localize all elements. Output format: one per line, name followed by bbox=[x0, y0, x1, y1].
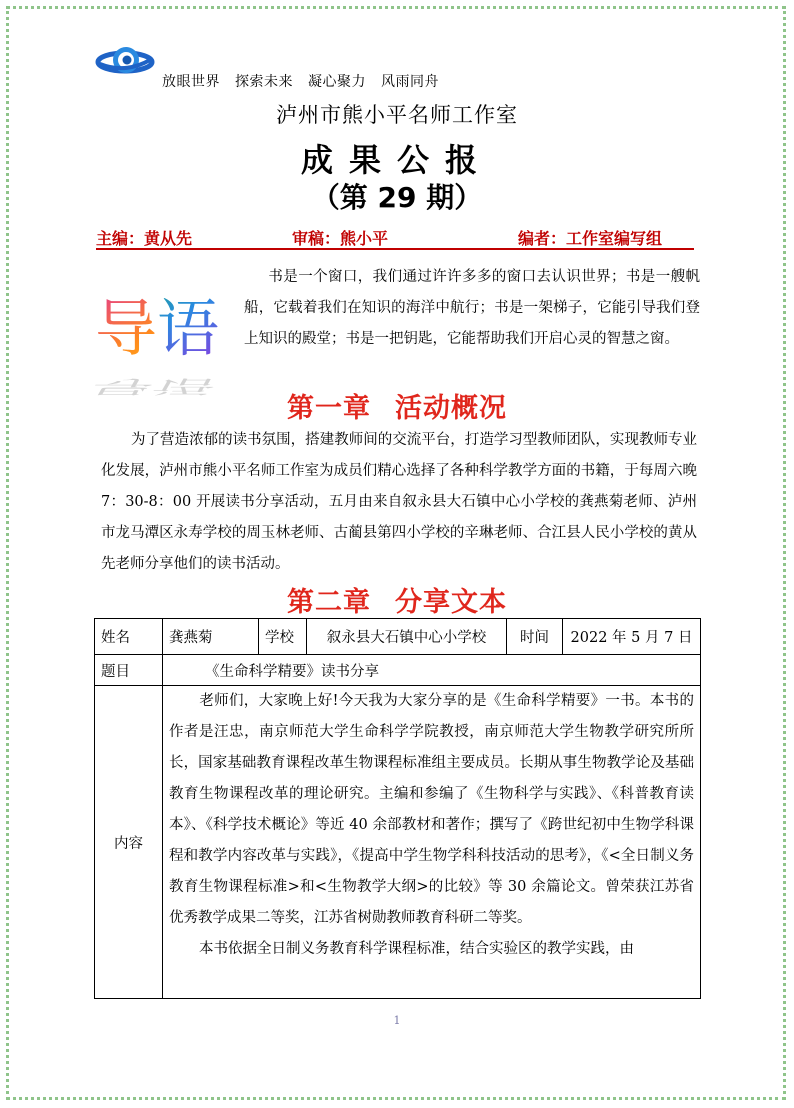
compiler: 编者：工作室编写组 bbox=[518, 229, 663, 248]
content-value bbox=[163, 686, 701, 999]
school-value: 叙永县大石镇中心小学校 bbox=[307, 619, 507, 655]
motto bbox=[162, 71, 454, 91]
chapter2-name: 分享文本 bbox=[395, 587, 507, 618]
chapter1-heading bbox=[0, 386, 794, 425]
issue-number: （第 29 期） bbox=[311, 181, 483, 214]
chapter2-number: 第二章 bbox=[287, 587, 371, 618]
content-paragraph: 本书依据全日制义务教育科学课程标准，结合实验区的教学实践，由 bbox=[199, 941, 634, 957]
table-row bbox=[95, 655, 701, 686]
motto-item: 风雨同舟 bbox=[381, 74, 439, 90]
chapter1-text bbox=[101, 425, 697, 580]
motto-item: 放眼世界 bbox=[162, 74, 220, 90]
content-paragraph: 老师们，大家晚上好!今天我为大家分享的是《生命科学精要》一书。本书的作者是汪忠，南京师范大学生命科学学院教授，南京师范大学生物教学研究所所长，国家基础教育课程改革生物课程标准组主要成员。长期从事生物教学论及基础教育生物课程改革的理论研究。主编和参编了《生物科学与实践》、《科普教育读本》、《科学技术概论》等近 40 余部教材和著作；撰写了《跨世纪初中生物学科课程和教学内容改革与实践》，《提高中学生物学科科技活动的思考》，《<全日制义务教育生物课程标准>和<生物教学大纲>的比较》等 30 余篇论文。曾荣获江苏省优秀教学成果二等奖，江苏省树勋教师教育科研二等奖。 bbox=[169, 693, 694, 926]
table-row bbox=[95, 619, 701, 655]
topic-label: 题目 bbox=[95, 655, 163, 686]
school-label: 学校 bbox=[259, 619, 307, 655]
studio-name: 泸州市熊小平名师工作室 bbox=[276, 103, 518, 127]
table-row bbox=[95, 686, 701, 999]
chapter1-name: 活动概况 bbox=[395, 393, 507, 424]
content-label: 内容 bbox=[95, 686, 163, 999]
time-value: 2022 年 5 月 7 日 bbox=[563, 619, 701, 655]
name-value: 龚燕菊 bbox=[163, 619, 259, 655]
name-label: 姓名 bbox=[95, 619, 163, 655]
motto-item: 凝心聚力 bbox=[308, 74, 366, 90]
studio-logo-icon bbox=[96, 40, 154, 80]
time-label: 时间 bbox=[507, 619, 563, 655]
page-number: 1 bbox=[393, 1014, 401, 1027]
guide-text-body: 书是一个窗口，我们通过许许多多的窗口去认识世界；书是一艘帆船，它载着我们在知识的海洋中航行；书是一架梯子，它能引导我们登上知识的殿堂；书是一把钥匙，它能帮助我们开启心灵的智慧之窗。 bbox=[244, 269, 700, 347]
share-table bbox=[94, 618, 701, 999]
guide-text bbox=[244, 262, 700, 355]
chief-editor: 主编：黄从先 bbox=[96, 229, 193, 248]
bulletin-title: 成果公报 bbox=[300, 141, 493, 179]
guide-wordart bbox=[85, 272, 223, 398]
svg-text:导语: 导语 bbox=[85, 375, 222, 398]
chapter1-number: 第一章 bbox=[287, 393, 371, 424]
motto-item: 探索未来 bbox=[235, 74, 293, 90]
chapter1-text-body: 为了营造浓郁的读书氛围，搭建教师间的交流平台，打造学习型教师团队，实现教师专业化发展，泸州市熊小平名师工作室为成员们精心选择了各种科学教学方面的书籍，于每周六晚 7：30-8：00 开展读书分享活动，五月由来自叙永县大石镇中心小学校的龚燕菊老师、泸州市龙马潭区永寿学校的周玉林老师、古蔺县第四小学校的辛琳老师、合江县人民小学校的黄从先老师分享他们的读书活动。 bbox=[101, 432, 697, 572]
editors-underline bbox=[96, 248, 694, 250]
topic-value: 《生命科学精要》读书分享 bbox=[163, 655, 701, 686]
reviewer: 审稿：熊小平 bbox=[292, 229, 389, 248]
chapter2-heading bbox=[0, 580, 794, 619]
guide-art-text: 导语 bbox=[95, 292, 220, 365]
